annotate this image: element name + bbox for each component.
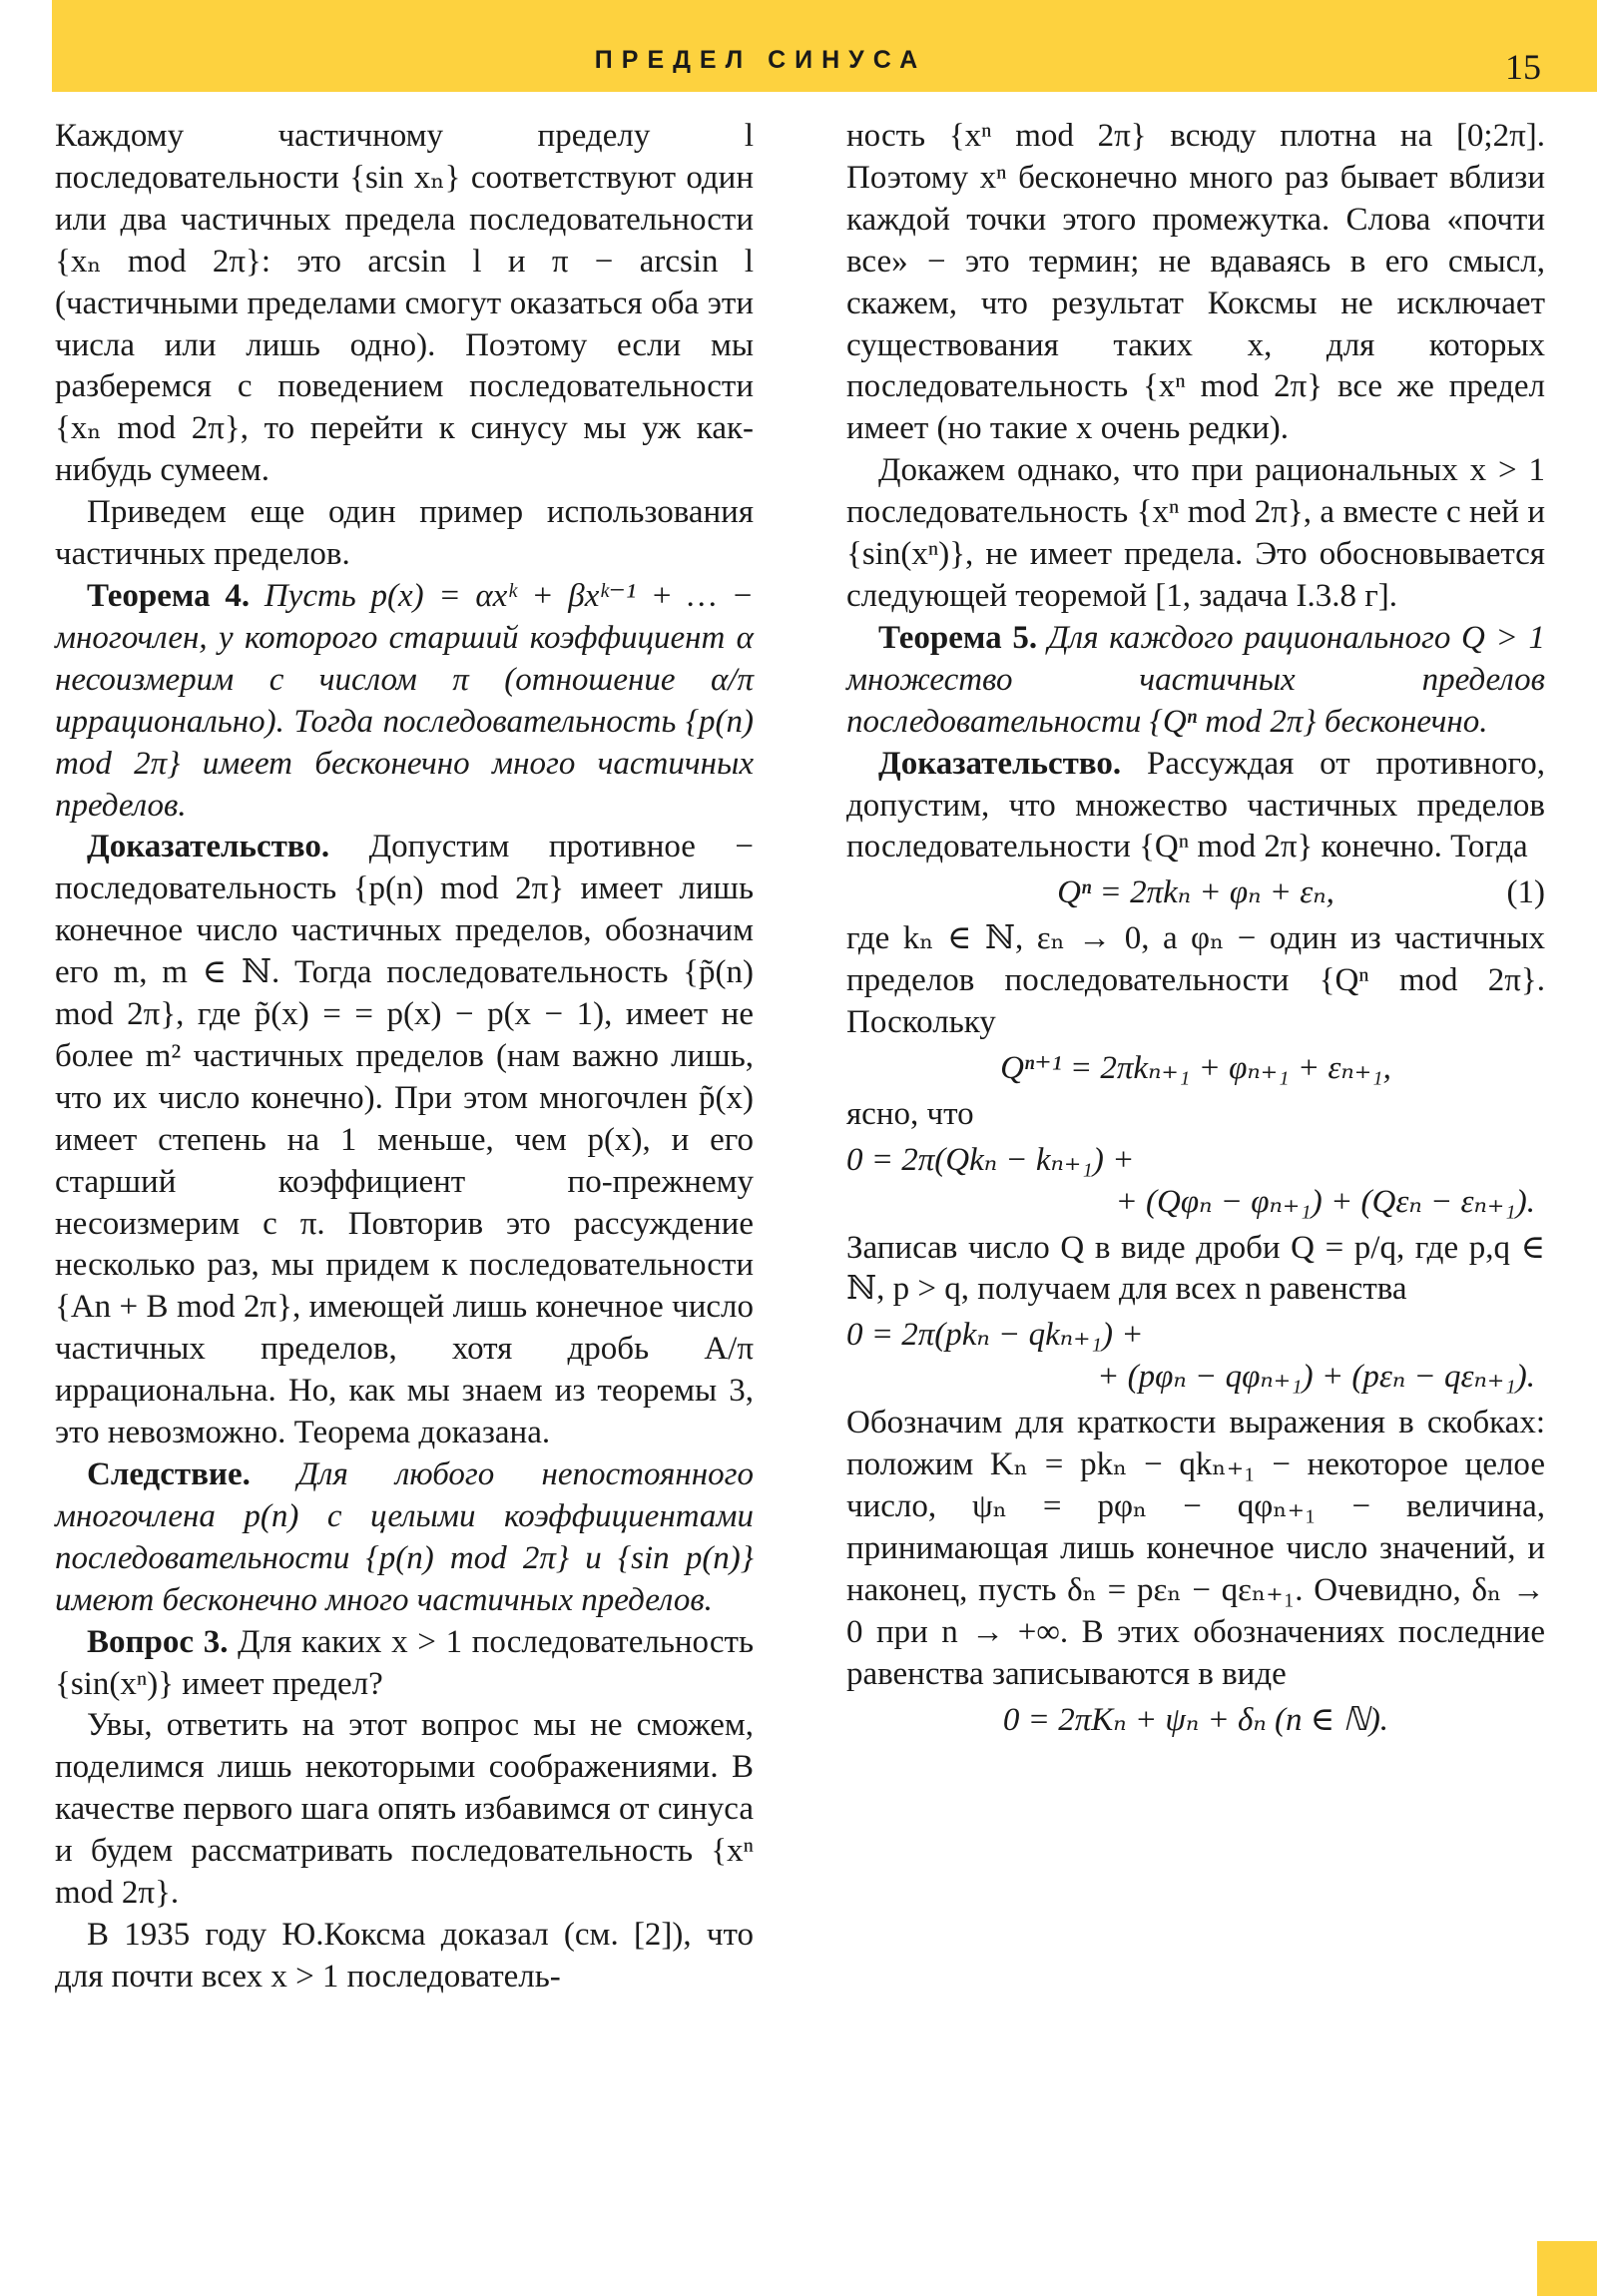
theorem-4 — [55, 576, 754, 827]
corollary-label: Следствие. — [87, 1456, 251, 1492]
theorem-4-text: Пусть p(x) = αxᵏ + βxᵏ⁻¹ + … − многочлен, у которого старший коэффициент α несоизмерим с числом π (отношение α/π иррационально). Тогда последовательность {p(n) mod 2π} имеет бесконечно много частичных пределов. — [55, 577, 754, 824]
paragraph-dense: ность {xⁿ mod 2π} всюду плотна на [0;2π]. Поэтому xⁿ бесконечно много раз бывает вблизи каждой точки этого промежутка. Слова «почти все» − это термин; не вдаваясь в его смысл, скажем, что результат Коксмы не исключает существования таких x, для которых последовательность {xⁿ mod 2π} все же предел имеет (но такие x очень редки). — [846, 118, 1545, 447]
theorem-4-label: Теорема 4. — [87, 577, 251, 614]
question-label: Вопрос 3. — [87, 1623, 229, 1660]
right-column — [846, 116, 1545, 1745]
corollary-text: Для любого непостоянного многочлена p(n) с целыми коэффициентами последовательности {p(n) mod 2π} и {sin p(n)} имеют бесконечно много частичных пределов. — [55, 1456, 754, 1618]
equation-3-line-1-body: 0 = 2π(Qkₙ − kₙ₊₁) + — [846, 1141, 1135, 1178]
theorem-5-text: Для каждого рационального Q > 1 множество частичных пределов последовательности {Qⁿ mod 2π} бесконечно. — [846, 619, 1546, 740]
theorem-5 — [846, 618, 1545, 744]
corollary — [55, 1454, 754, 1622]
paragraph-partial-limits: Каждому частичному пределу l последовательности {sin xₙ} соответствуют один или два частичных предела последовательности {xₙ mod 2π}: это arcsin l и π − arcsin l (частичными пределами смогут оказаться оба эти числа или лишь одно). Поэтому если мы разберемся с поведением последовательности {xₙ mod 2π}, то перейти к синусу мы уж как-нибудь сумеем. — [55, 118, 754, 489]
proof-text-2: Рассуждая от противного, допустим, что множество частичных пределов последовательности {Qⁿ mod 2π} конечно. Тогда — [846, 745, 1546, 865]
left-column — [55, 116, 754, 1999]
paragraph-answer: Увы, ответить на этот вопрос мы не сможем, поделимся лишь некоторыми соображениями. В качестве первого шага опять избавимся от синуса и будем рассматривать последовательность {xⁿ mod 2π}. — [55, 1707, 754, 1912]
corner-tab — [1537, 2241, 1597, 2296]
paragraph-koksma: В 1935 году Ю.Коксма доказал (см. [2]), что для почти всех x > 1 последователь- — [55, 1916, 754, 1995]
equation-4-line-1-body: 0 = 2π(pkₙ − qkₙ₊₁) + — [846, 1317, 1144, 1354]
paragraph-example-intro: Приведем еще один пример использования частичных пределов. — [55, 494, 754, 573]
proof-theorem-4 — [55, 827, 754, 1454]
page-number: 15 — [1505, 47, 1541, 87]
equation-1-body: Qⁿ = 2πkₙ + φₙ + εₙ, — [1057, 874, 1334, 911]
equation-3-line-2 — [846, 1182, 1545, 1224]
page-header — [52, 0, 1597, 92]
equation-2 — [846, 1048, 1545, 1090]
proof-text: Допустим противное − последовательность {p(n) mod 2π} имеет лишь конечное число частичных пределов, обозначим его m, m ∈ ℕ. Тогда последовательность {p̃(n) mod 2π}, где p̃(x) = = p(x) − p(x − 1), имеет не более m² частичных пределов (нам важно лишь, что их число конечно). При этом многочлен p̃(x) имеет степень на 1 меньше, чем p(x), и его старший коэффициент по-прежнему несоизмерим с π. Повторив это рассуждение несколько раз, мы придем к последовательности {An + B mod 2π}, имеющей лишь конечное число частичных пределов, хотя дробь A/π иррациональна. Но, как мы знаем из теоремы 3, это невозможно. Теорема доказана. — [55, 829, 754, 1451]
equation-4-line-2-body: + (pφₙ − qφₙ₊₁) + (pεₙ − qεₙ₊₁). — [1097, 1359, 1535, 1396]
paragraph-clearly: ясно, что — [846, 1095, 974, 1132]
equation-4-line-2 — [846, 1357, 1545, 1399]
equation-5-body: 0 = 2πKₙ + ψₙ + δₙ (n ∈ ℕ). — [1002, 1701, 1389, 1738]
paragraph-fraction: Записав число Q в виде дроби Q = p/q, где p,q ∈ ℕ, p > q, получаем для всех n равенства — [846, 1229, 1545, 1308]
equation-4-line-1 — [846, 1315, 1545, 1357]
running-title: ПРЕДЕЛ СИНУСА — [594, 46, 927, 74]
equation-1-tag: (1) — [1506, 874, 1545, 911]
question-3 — [55, 1622, 754, 1706]
equation-3-line-2-body: + (Qφₙ − φₙ₊₁) + (Qεₙ − εₙ₊₁). — [1115, 1183, 1535, 1220]
proof-theorem-5 — [846, 744, 1545, 869]
proof-label: Доказательство. — [87, 829, 330, 865]
proof-label-2: Доказательство. — [878, 745, 1122, 782]
paragraph-where: где kₙ ∈ ℕ, εₙ → 0, а φₙ − один из частичных пределов последовательности {Qⁿ mod 2π}. Поскольку — [846, 920, 1545, 1041]
equation-2-body: Qⁿ⁺¹ = 2πkₙ₊₁ + φₙ₊₁ + εₙ₊₁, — [1000, 1049, 1391, 1086]
paragraph-notation: Обозначим для краткости выражения в скобках: положим Kₙ = pkₙ − qkₙ₊₁ − некоторое целое число, ψₙ = pφₙ − qφₙ₊₁ − величина, принимающая лишь конечное число значений, и наконец, пусть δₙ = pεₙ − qεₙ₊₁. Очевидно, δₙ → 0 при n → +∞. В этих обозначениях последние равенства записываются в виде — [846, 1405, 1545, 1692]
paragraph-rational: Докажем однако, что при рациональных x > 1 последовательность {xⁿ mod 2π}, а вместе с ней и {sin(xⁿ)}, не имеет предела. Это обосновывается следующей теоремой [1, задача I.3.8 г]. — [846, 452, 1545, 614]
theorem-5-label: Теорема 5. — [878, 619, 1038, 656]
equation-3-line-1 — [846, 1140, 1545, 1182]
equation-5 — [846, 1700, 1545, 1742]
question-text: Для каких x > 1 последовательность {sin(xⁿ)} имеет предел? — [55, 1623, 754, 1702]
equation-1 — [846, 872, 1545, 914]
